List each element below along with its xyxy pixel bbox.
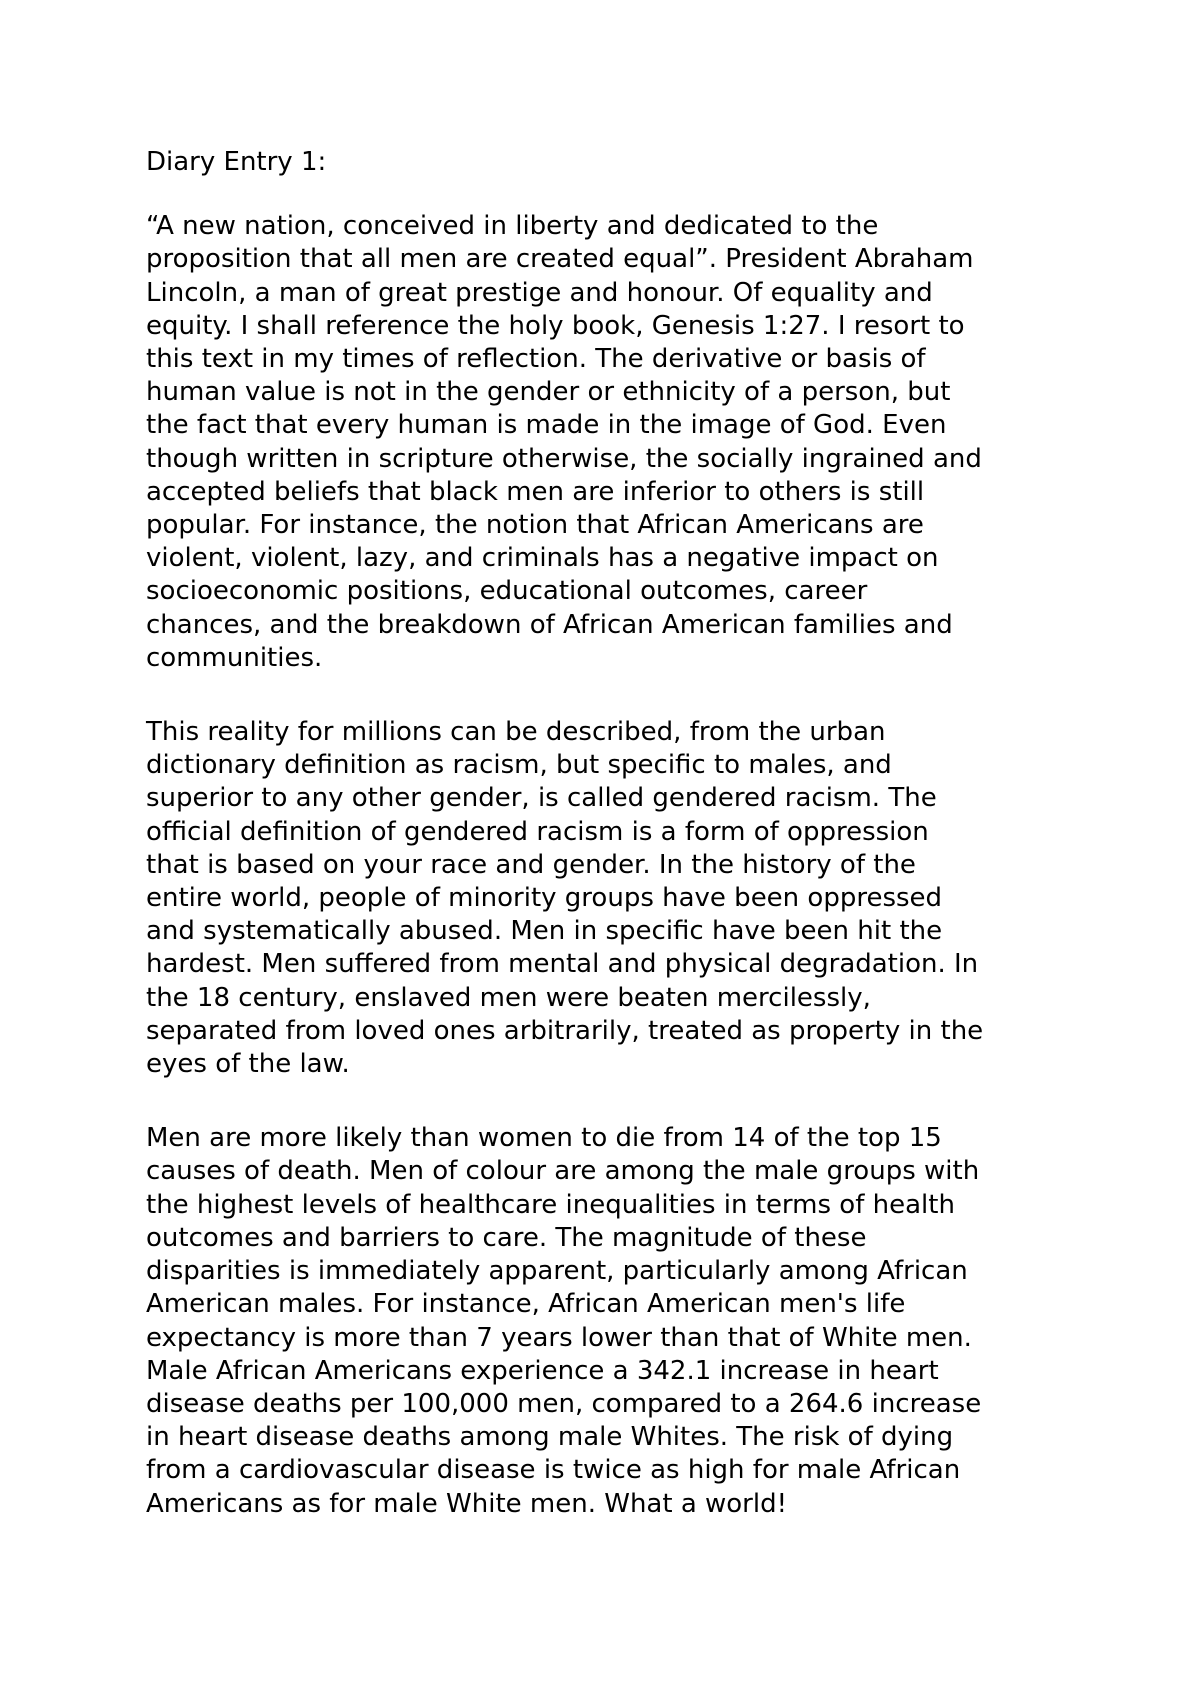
text-line: violent, violent, lazy, and criminals has a negative impact on xyxy=(146,543,939,574)
text-line: expectancy is more than 7 years lower than that of White men. xyxy=(146,1322,972,1353)
text-line: proposition that all men are created equal”. President Abraham xyxy=(146,244,974,275)
text-line: disease deaths per 100,000 men, compared to a 264.6 increase xyxy=(146,1388,982,1419)
text-line: that is based on your race and gender. In the history of the xyxy=(146,849,916,880)
paragraph-1 xyxy=(146,210,1086,675)
text-line: communities. xyxy=(146,642,323,673)
text-line: separated from loved ones arbitrarily, treated as property in the xyxy=(146,1015,984,1046)
text-line: outcomes and barriers to care. The magnitude of these xyxy=(146,1222,867,1253)
paragraph-3 xyxy=(146,1122,1086,1520)
text-line: causes of death. Men of colour are among the male groups with xyxy=(146,1156,980,1187)
text-line: “A new nation, conceived in liberty and dedicated to the xyxy=(146,211,879,242)
text-line: Male African Americans experience a 342.1 increase in heart xyxy=(146,1355,939,1386)
text-line: the 18 century, enslaved men were beaten mercilessly, xyxy=(146,982,871,1013)
text-line: the highest levels of healthcare inequalities in terms of health xyxy=(146,1189,955,1220)
text-line: chances, and the breakdown of African American families and xyxy=(146,609,953,640)
text-line: Americans as for male White men. What a world! xyxy=(146,1488,788,1519)
text-line: though written in scripture otherwise, the socially ingrained and xyxy=(146,443,982,474)
text-line: eyes of the law. xyxy=(146,1049,350,1080)
text-line: Lincoln, a man of great prestige and honour. Of equality and xyxy=(146,277,933,308)
text-line: superior to any other gender, is called gendered racism. The xyxy=(146,783,937,814)
text-line: This reality for millions can be described, from the urban xyxy=(146,717,886,748)
text-line: Men are more likely than women to die from 14 of the top 15 xyxy=(146,1123,942,1154)
text-line: dictionary definition as racism, but specific to males, and xyxy=(146,750,892,781)
text-line: human value is not in the gender or ethnicity of a person, but xyxy=(146,377,951,408)
text-line: and systematically abused. Men in specific have been hit the xyxy=(146,916,943,947)
text-line: from a cardiovascular disease is twice as high for male African xyxy=(146,1455,961,1486)
text-line: popular. For instance, the notion that African Americans are xyxy=(146,510,924,541)
text-line: disparities is immediately apparent, particularly among African xyxy=(146,1256,968,1287)
text-line: hardest. Men suffered from mental and physical degradation. In xyxy=(146,949,979,980)
text-line: in heart disease deaths among male Whites. The risk of dying xyxy=(146,1422,954,1453)
paragraph-2 xyxy=(146,716,1086,1081)
text-line: official definition of gendered racism is a form of oppression xyxy=(146,816,929,847)
text-line: American males. For instance, African American men's life xyxy=(146,1289,906,1320)
text-line: entire world, people of minority groups have been oppressed xyxy=(146,883,943,914)
document-body xyxy=(146,146,1086,1562)
text-line: socioeconomic positions, educational outcomes, career xyxy=(146,576,868,607)
text-line: equity. I shall reference the holy book, Genesis 1:27. I resort to xyxy=(146,310,965,341)
text-line: the fact that every human is made in the image of God. Even xyxy=(146,410,947,441)
text-line: this text in my times of reflection. The derivative or basis of xyxy=(146,344,926,375)
text-line: accepted beliefs that black men are inferior to others is still xyxy=(146,476,925,507)
diary-entry-heading: Diary Entry 1: xyxy=(146,147,327,177)
